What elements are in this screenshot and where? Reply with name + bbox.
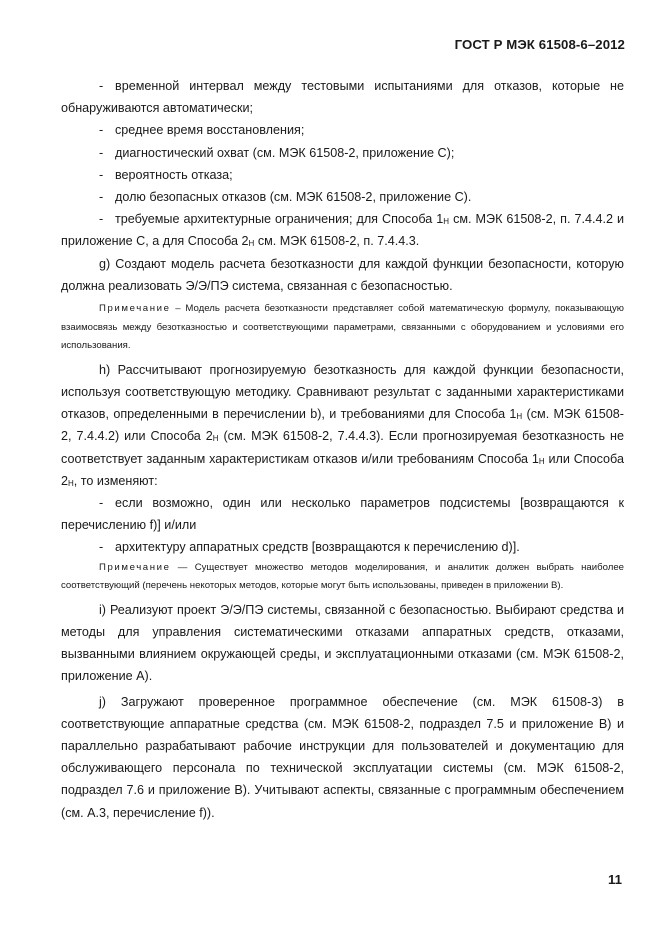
list-item [61, 536, 624, 558]
page-body [61, 75, 624, 824]
text-run: см. МЭК 61508-2, п. 7.4.4.2 и приложение C, а для Способа 2 [61, 212, 624, 249]
note-1 [61, 300, 624, 356]
text-run: требуемые архитектурные ограничения; для Способа 1 [115, 212, 444, 227]
page-number: 11 [608, 872, 622, 887]
text-run: h) Рассчитывают прогнозируемую безотказность для каждой функции безопасности, используя соответствующую методику. Сравнивают результат с заданными характеристиками отказов, определенными в перечислении b), и требованиями для Способа 1 [61, 362, 624, 422]
text-run: , то изменяют: [73, 473, 158, 488]
text-run: (см. МЭК 61508-2, 7.4.4.3). Если прогнозируемая безотказность не соответствует заданным характеристикам отказов и/или требованиям Способа 1 [61, 429, 625, 466]
standard-header: ГОСТ Р МЭК 61508-6–2012 [454, 37, 625, 52]
note-separator: — [170, 561, 195, 573]
list-item [61, 142, 624, 164]
list-item [61, 164, 624, 186]
paragraph-i: i) Реализуют проект Э/Э/ПЭ системы, связанной с безопасностью. Выбирают средства и методы для управления систематическими отказами аппаратных средств, отказами, вызванными влиянием окружающей среды, и эксплуатационными отказами (см. МЭК 61508-2, приложение A). [61, 602, 624, 684]
subscript: H [443, 217, 450, 227]
list-item-text: вероятность отказа; [115, 167, 233, 182]
list-item [61, 186, 624, 208]
subscript: H [538, 456, 545, 466]
note-text: Модель расчета безотказности представляет собой математическую формулу, показывающую взаимосвязь между безотказностью и соответствующими параметрами, связанными с оборудованием и условиями его использования. [61, 303, 625, 352]
dash-marker: - [99, 540, 104, 555]
dash-marker: - [99, 145, 104, 160]
list-item-text: диагностический охват (см. МЭК 61508-2, приложение C); [115, 145, 455, 160]
note-2 [61, 559, 624, 596]
list-item-text: временной интервал между тестовыми испытаниями для отказов, которые не обнаруживаются автоматически; [61, 79, 624, 116]
list-item-text: среднее время восстановления; [115, 123, 305, 138]
paragraph-j: j) Загружают проверенное программное обеспечение (см. МЭК 61508-3) в соответствующие аппаратные средства (см. МЭК 61508-2, подраздел 7.5 и приложение B) и параллельно разрабатывают рабочие инструкции для пользователей и документацию для обслуживающего персонала по технической эксплуатации системы (см. МЭК 61508-2, подраздел 7.6 и приложение B). Учитывают аспекты, связанные с программным обеспечением (см. A.3, перечисление f)). [61, 694, 624, 820]
list-item-text: долю безопасных отказов (см. МЭК 61508-2, приложение C). [115, 190, 472, 205]
list-item [61, 75, 624, 119]
note-text: Существует множество методов моделирования, и аналитик должен выбрать наиболее соответствующий (перечень некоторых методов, которые могут быть использованы, приведен в приложении B). [61, 561, 624, 592]
dash-marker: - [99, 79, 104, 93]
subscript: H [516, 412, 523, 422]
list-item-text: архитектуру аппаратных средств [возвращаются к перечислению d)]. [115, 540, 520, 555]
dash-marker: - [99, 123, 104, 138]
dash-marker: - [99, 167, 104, 182]
text-run: см. МЭК 61508-2, п. 7.4.4.3. [254, 234, 420, 249]
paragraph-h [61, 359, 624, 492]
dash-marker: - [99, 496, 104, 511]
subscript: H [68, 478, 74, 488]
subscript: H [212, 434, 219, 444]
note-label: Примечание [99, 561, 171, 573]
text-run: (см. МЭК 61508-2, 7.4.4.2) или Способа 2 [61, 407, 624, 444]
note-label: Примечание [99, 303, 171, 315]
text-run: или Способа 2 [61, 451, 624, 488]
paragraph-g: g) Создают модель расчета безотказности для каждой функции безопасности, которую должна реализовать Э/Э/ПЭ система, связанная с безопасностью. [61, 256, 624, 293]
list-item [61, 119, 624, 141]
list-item-text: если возможно, один или несколько параметров подсистемы [возвращаются к перечислению f)] и/или [61, 496, 624, 533]
dash-marker: - [99, 212, 104, 227]
dash-marker: - [99, 190, 104, 205]
list-item-architecture [61, 208, 624, 252]
subscript: H [248, 239, 255, 249]
list-item [61, 492, 624, 536]
note-separator: – [170, 303, 186, 315]
